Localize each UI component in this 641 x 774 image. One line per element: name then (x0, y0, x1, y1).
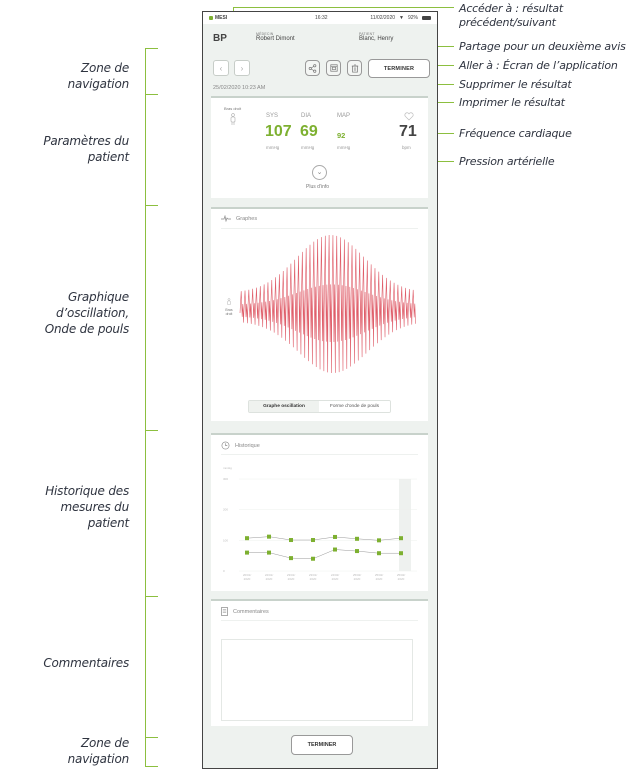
heart-rate-value: 71 (399, 123, 417, 140)
bracket-tick (145, 205, 158, 206)
history-title (221, 441, 260, 450)
svg-text:23/01/: 23/01/ (308, 573, 318, 577)
svg-text:24/02/: 24/02/ (330, 573, 340, 577)
svg-text:2020: 2020 (309, 577, 317, 581)
doctor-info (256, 32, 295, 42)
svg-text:0: 0 (223, 569, 225, 573)
share-button[interactable] (305, 60, 320, 76)
annotation-print: Imprimer le résultat (459, 96, 565, 109)
brand-logo (209, 15, 227, 21)
history-chart (217, 459, 422, 587)
map-label: MAP (337, 113, 351, 119)
status-right (370, 15, 431, 21)
comments-card (211, 599, 428, 726)
annotation-prev-next: Accéder à : résultat précédent/suivant (459, 2, 564, 29)
sys-value: 107 (265, 123, 292, 140)
comments-title-text: Commentaires (233, 608, 269, 615)
trash-icon (351, 64, 359, 73)
finish-button-top[interactable]: TERMINER (368, 59, 430, 78)
bracket-tick (145, 766, 158, 767)
patient-name: Blanc, Henry (359, 36, 394, 42)
dia-value: 69 (300, 123, 318, 140)
section-bracket (145, 48, 146, 766)
oscillation-waveform (236, 233, 416, 393)
tab-pulse-waveform[interactable]: Forme d’onde de pouls (319, 401, 390, 412)
graph-arm-label: Bras droit (225, 308, 233, 316)
history-card (211, 433, 428, 591)
clock-icon (221, 441, 230, 450)
graphs-title-text: Graphes (236, 215, 258, 222)
divider (221, 228, 418, 229)
chevron-left-icon: ‹ (219, 63, 223, 73)
dia-unit: mmHg (301, 145, 315, 150)
battery-icon (422, 16, 431, 20)
chevron-right-icon: › (240, 63, 244, 73)
print-button[interactable] (326, 60, 341, 76)
annotation-oscillation-graph: Graphique d’oscillation, Onde de pouls (44, 290, 129, 336)
history-title-text: Historique (235, 442, 260, 449)
annotation-share: Partage pour un deuxième avis (459, 40, 626, 53)
chevron-down-icon: ⌄ (316, 169, 323, 176)
annotation-blood-pressure: Pression artérielle (459, 155, 555, 168)
mesi-logo-icon (209, 16, 213, 20)
more-info-label: Plus d’info (306, 184, 330, 190)
pulse-wave-icon (221, 215, 231, 222)
graph-arm-indicator (223, 298, 235, 316)
svg-text:2020: 2020 (287, 577, 295, 581)
svg-text:2020: 2020 (375, 577, 383, 581)
svg-text:2020: 2020 (397, 577, 405, 581)
svg-text:22/01/: 22/01/ (264, 573, 274, 577)
annotation-delete: Supprimer le résultat (459, 78, 572, 91)
svg-text:2020: 2020 (331, 577, 339, 581)
arm-position (224, 106, 241, 126)
heart-rate-unit: bpm (402, 145, 411, 150)
annotation-heart-rate: Fréquence cardiaque (459, 127, 572, 140)
body-arm-icon (226, 298, 232, 307)
graph-type-toggle (248, 400, 391, 413)
comments-title (221, 607, 269, 616)
arm-label: Bras droit (224, 106, 242, 111)
finish-button-bottom[interactable]: TERMINER (291, 735, 353, 755)
comments-textarea[interactable] (221, 639, 413, 721)
svg-text:2020: 2020 (243, 577, 251, 581)
patient-label: PATIENT (359, 32, 375, 36)
graphs-card (211, 207, 428, 421)
graphs-title (221, 215, 257, 222)
map-value: 92 (337, 131, 346, 140)
divider (221, 620, 418, 621)
svg-text:100: 100 (223, 538, 229, 543)
annotation-goto-app: Aller à : Écran de l’application (459, 59, 618, 72)
tab-oscillation-graph[interactable]: Graphe oscillation (249, 401, 319, 412)
bracket-tick (145, 737, 158, 738)
status-time: 16:32 (315, 15, 328, 21)
print-icon (330, 64, 338, 72)
doctor-name: Robert Dimont (256, 36, 295, 42)
bracket-tick (145, 48, 158, 49)
divider (221, 454, 418, 455)
annotation-nav-bottom: Zone de navigation (67, 736, 129, 766)
tablet-screen (202, 11, 438, 769)
status-date: 11/02/2020 (370, 15, 396, 21)
svg-text:20/01/: 20/01/ (242, 573, 252, 577)
brand-name: MESI (215, 15, 228, 21)
page-title: BP (213, 33, 227, 44)
svg-text:25/02/: 25/02/ (374, 573, 384, 577)
more-info-button[interactable] (312, 165, 327, 180)
measurement-datetime: 25/02/2020 10:23 AM (213, 85, 266, 91)
y-unit: mmHg (223, 466, 232, 470)
annotation-patient-params: Paramètres du patient (43, 134, 129, 164)
svg-text:2020: 2020 (265, 577, 273, 581)
dia-label: DIA (301, 113, 312, 119)
delete-button[interactable] (347, 60, 362, 76)
sys-label: SYS (266, 113, 279, 119)
note-icon (221, 607, 228, 616)
status-bar (203, 12, 437, 24)
share-icon (308, 64, 317, 73)
bracket-tick (145, 94, 158, 95)
patient-info (359, 32, 393, 42)
patient-parameters-card (211, 96, 428, 198)
wifi-icon: ▼ (399, 15, 404, 21)
selected-measurement-highlight (399, 479, 411, 571)
svg-text:2020: 2020 (353, 577, 361, 581)
sys-unit: mmHg (266, 145, 280, 150)
heart-icon (404, 112, 414, 121)
leader-line (233, 7, 454, 8)
annotation-history: Historique des mesures du patient (45, 484, 129, 530)
next-result-button[interactable] (234, 60, 250, 76)
svg-text:25/02/: 25/02/ (396, 573, 406, 577)
doctor-label: MÉDECIN (256, 32, 274, 36)
annotation-nav-top: Zone de navigation (67, 61, 129, 91)
svg-text:200: 200 (223, 507, 229, 512)
body-arm-icon (229, 113, 237, 125)
bracket-tick (145, 596, 158, 597)
annotation-comments: Commentaires (43, 656, 129, 670)
previous-result-button[interactable] (213, 60, 229, 76)
svg-text:300: 300 (223, 477, 229, 481)
map-unit: mmHg (337, 145, 351, 150)
svg-text:23/01/: 23/01/ (286, 573, 296, 577)
header (203, 24, 437, 54)
bracket-tick (145, 430, 158, 431)
battery-percent: 92% (407, 15, 418, 21)
svg-text:25/02/: 25/02/ (352, 573, 362, 577)
